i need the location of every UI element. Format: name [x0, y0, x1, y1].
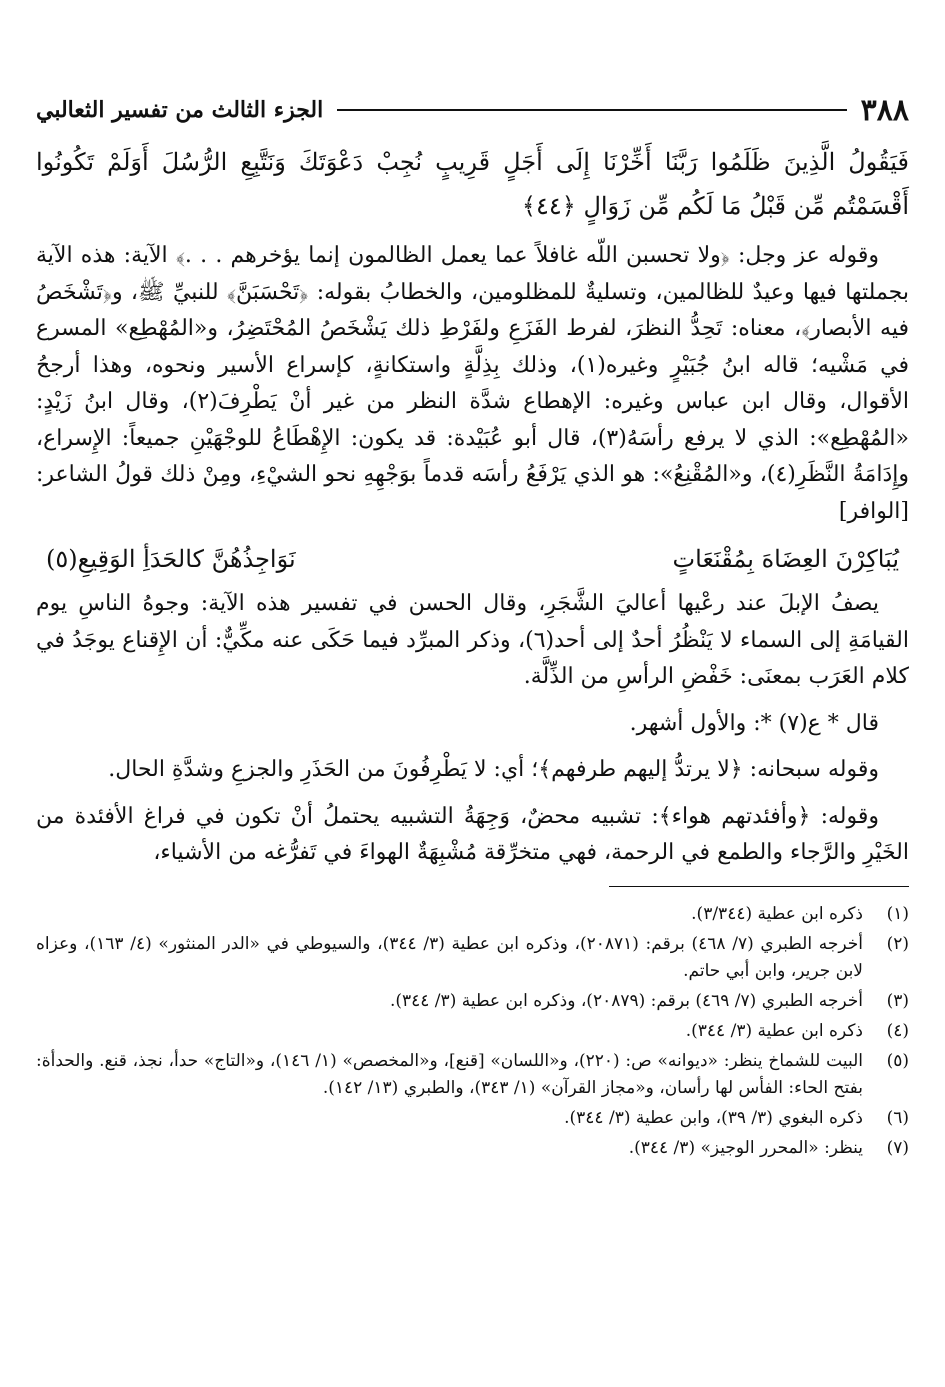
footnote — [36, 988, 909, 1015]
paragraph: يصفُ الإبلَ عند رعْيها أعاليَ الشَّجَرِ، وقال الحسن في تفسير هذه الآية: وجوهُ الناسِ يوم القيامَةِ إلى السماء لا يَنْظُرُ أحدٌ إلى أحد(٦)، وذكر المبرِّد فيما حَكَى عنه مكِّيٌّ: أن الإِقناع يوجَدُ في كلام العَرَب بمعنَى: خَفْضِ الرأسِ من الذِّلَّة. — [36, 591, 909, 689]
footnote — [36, 901, 909, 928]
book-page — [36, 88, 909, 1347]
footnote-number: (١) — [886, 903, 909, 924]
footnote-number: (٧) — [886, 1137, 909, 1158]
paragraph: وقوله سبحانه: ﴿لا يرتدُّ إليهم طرفهم﴾؛ أي: لا يَطْرِفُونَ من الحَذَرِ والجزعِ وشدَّةِ الحال. — [108, 757, 879, 782]
footnote-text: ذكره ابن عطية (٣/ ٣٤٤). — [685, 1020, 863, 1041]
footnote — [36, 1018, 909, 1045]
footnote — [36, 1105, 909, 1132]
footnote — [36, 1048, 909, 1102]
poem-hemistich-second: نَوَاجِذُهُنَّ كالحَدَأِ الوَقِيعِ(٥) — [46, 545, 296, 573]
poem-hemistich-first: يُبَاكِرْنَ العِضَاهَ بِمُقْنَعَاتٍ — [672, 545, 899, 573]
footnote-number: (٥) — [886, 1050, 909, 1071]
paragraph: قال * ع(٧) *: والأول أشهر. — [629, 710, 879, 736]
footnote-number: (٢) — [886, 933, 909, 954]
footnote-text: أخرجه الطبري (٧/ ٤٦٩) برقم: (٢٠٨٧٩)، وذكره ابن عطية (٣/ ٣٤٤). — [389, 990, 863, 1011]
running-title: الجزء الثالث من تفسير الثعالبي — [36, 97, 324, 123]
footnote-rule — [609, 886, 909, 887]
poem-verse — [36, 540, 909, 586]
footnote-text: أخرجه الطبري (٧/ ٤٦٨) برقم: (٢٠٨٧١)، وذكره ابن عطية (٣/ ٣٤٤)، والسيوطي في «الدر المنثور» (٤/ ١٦٣)، وعزاه لابن جرير، وابن أبي حاتم. — [36, 933, 863, 981]
footnote-text: ذكره ابن عطية (٣/٣٤٤). — [691, 903, 863, 924]
footnote-number: (٤) — [886, 1020, 909, 1041]
footnote — [36, 1135, 909, 1162]
footnote-text: ذكره البغوي (٣/ ٣٩)، وابن عطية (٣/ ٣٤٤). — [564, 1107, 863, 1128]
footnotes — [36, 886, 909, 1162]
page-header — [36, 88, 909, 132]
paragraph: وقوله عز وجل: ﴿ولا تحسبن اللّه غافلاً عما يعمل الظالمون إنما يؤخرهم . . .﴾ الآية: هذه الآية بجملتها فيها وعيدٌ للظالمين، وتسليةٌ للمظلومين، والخطابُ بقوله: ﴿تَحْسَبَنَّ﴾ للنبيِّ ﷺ، و﴿تَشْخَصُ فيه الأبصار﴾، معناه: تَحِدُّ النظرَ، لفرط الفَزَعِ ولفَرْطِ ذلك يَشْخَصُ المُحْتَضِرُ، و«المُهْطِع» المسرع في مَشْيه؛ قاله ابنُ جُبَيْرٍ وغيره(١)، وذلك بِذِلَّةٍ واستكانةٍ، كإسراع الأسير ونحوه، وهذا أرجحُ الأقوال، وقال ابن عباس وغيره: الإهطاع شدَّة النظر من غير أنْ يَطْرِفَ(٢)، وقال ابنُ زَيْدٍ: «المُهْطِع»: الذي لا يرفع رأسَهُ(٣)، قال أبو عُبَيْدة: قد يكون: الإِهْطَاعُ للوجْهَيْنِ جميعاً: الإِسراع، وإِدَامَةُ النَّظَرِ(٤)، و«المُقْنِعُ»: هو الذي يَرْفَعُ رأسَه قدماً بوَجْهِهِ نحو الشيْءِ، ومِنْ ذلك قولُ الشاعر: [الوافر] — [36, 243, 909, 524]
footnote-text: البيت للشماخ ينظر: «ديوانه» ص: (٢٢٠)، و«اللسان» [قنع]، و«المخصص» (١/ ١٤٦)، و«التاج» حدأ، نجذ، قنع. والحدأة: بفتح الحاء: الفأس لها رأسان، و«مجاز القرآن» (١/ ٣٤٣)، والطبري (١٣/ ١٤٢). — [36, 1050, 863, 1098]
footnote — [36, 931, 909, 985]
paragraph: وقوله: ﴿وأفئدتهم هواء﴾: تشبيه محضٌ، وَجِهَةُ التشبيه يحتملُ أنْ تكون في فراغ الأفئدة من الخَيْرِ والرَّجاء والطمع في الرحمة، فهي متخرِّقة مُشْبِهَةٌ الهواءَ في تَفرُّغه من الأشياء، — [36, 803, 909, 865]
footnote-number: (٣) — [886, 990, 909, 1011]
header-rule — [337, 109, 846, 111]
quran-verse: فَيَقُولُ الَّذِينَ ظَلَمُوا رَبَّنَا أَخِّرْنَا إِلَى أَجَلٍ قَرِيبٍ نُجِبْ دَعْوَتَكَ وَنَتَّبِعِ الرُّسُلَ أَوَلَمْ تَكُونُوا أَقْسَمْتُم مِّن قَبْلُ مَا لَكُم مِّن زَوَالٍ ﴿٤٤﴾ — [36, 148, 909, 220]
footnote-number: (٦) — [886, 1107, 909, 1128]
commentary-body — [36, 238, 909, 872]
footnote-text: ينظر: «المحرر الوجيز» (٣/ ٣٤٤). — [628, 1137, 863, 1158]
page-number: ٣٨٨ — [860, 92, 909, 128]
